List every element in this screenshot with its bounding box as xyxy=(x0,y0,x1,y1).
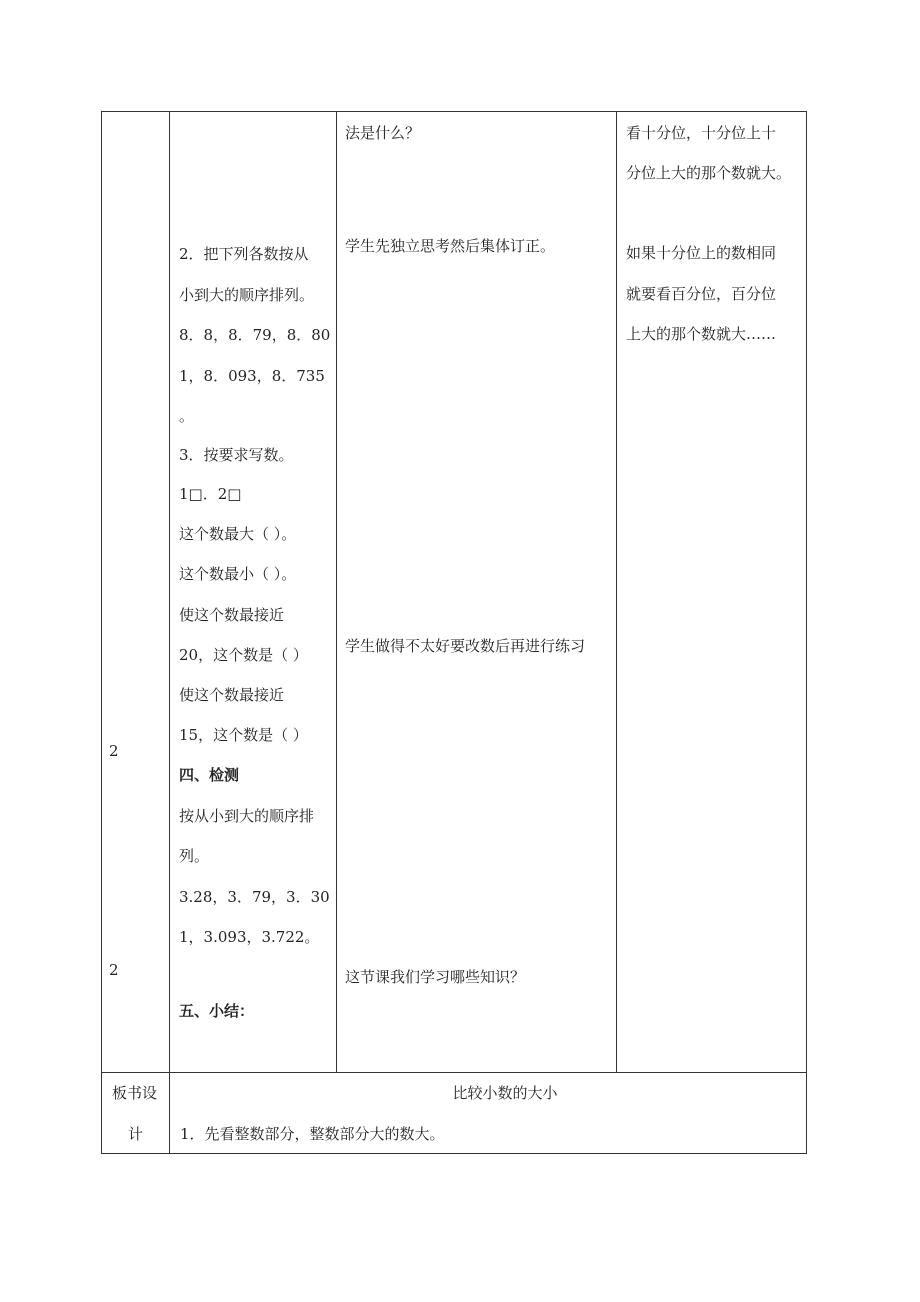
exercise-2-period: 。 xyxy=(179,407,195,425)
exercise-3-title: 3．按要求写数。 xyxy=(179,446,294,464)
col-divider-3 xyxy=(616,112,617,1073)
note-line-3: 如果十分位上的数相同 xyxy=(626,244,777,262)
note-line-1: 看十分位，十分位上十 xyxy=(626,124,777,142)
row-divider-board xyxy=(102,1072,806,1073)
activity-question: 法是什么？ xyxy=(345,124,421,142)
board-label-divider xyxy=(169,1073,170,1154)
exercise-2-line-1: 2．把下列各数按从 xyxy=(179,245,309,263)
exercise-3-max: 这个数最大（ ）。 xyxy=(179,525,297,543)
section-4-numbers-2: 1，3.093，3.722。 xyxy=(179,928,320,946)
exercise-3-closest-20-a: 使这个数最接近 xyxy=(179,606,285,624)
note-line-4: 就要看百分位，百分位 xyxy=(626,285,777,303)
col1-number-bottom: 2 xyxy=(109,961,119,979)
col-divider-1 xyxy=(169,112,170,1073)
activity-practice: 学生做得不太好要改数后再进行练习 xyxy=(345,637,586,655)
exercise-3-pattern: 1□．2□ xyxy=(179,485,242,503)
activity-think-correct: 学生先独立思考然后集体订正。 xyxy=(345,237,556,255)
exercise-2-numbers-1: 8．8，8．79，8．80 xyxy=(179,326,331,344)
exercise-3-closest-15-b: 15，这个数是（ ） xyxy=(179,726,308,744)
exercise-3-min: 这个数最小（ ）。 xyxy=(179,565,297,583)
activity-summary-question: 这节课我们学习哪些知识？ xyxy=(345,968,526,986)
exercise-3-closest-15-a: 使这个数最接近 xyxy=(179,686,285,704)
lesson-table xyxy=(101,111,807,1154)
col1-number-top: 2 xyxy=(109,742,119,760)
board-label-line-1: 板书设 xyxy=(112,1084,158,1102)
board-item-1: 1．先看整数部分，整数部分大的数大。 xyxy=(180,1125,445,1143)
col-divider-2 xyxy=(336,112,337,1073)
board-label-line-2: 计 xyxy=(128,1125,144,1143)
exercise-2-line-2: 小到大的顺序排列。 xyxy=(179,286,315,304)
section-4-heading: 四、检测 xyxy=(179,766,240,784)
section-4-line-2: 列。 xyxy=(179,847,210,865)
exercise-3-closest-20-b: 20，这个数是（ ） xyxy=(179,646,308,664)
section-4-line-1: 按从小到大的顺序排 xyxy=(179,807,315,825)
note-line-2: 分位上大的那个数就大。 xyxy=(626,164,792,182)
exercise-2-numbers-2: 1，8．093，8．735 xyxy=(179,367,325,385)
section-4-numbers-1: 3.28，3．79，3．30 xyxy=(179,888,330,906)
board-title: 比较小数的大小 xyxy=(452,1084,558,1102)
section-5-heading: 五、小结： xyxy=(179,1002,255,1020)
note-line-5: 上大的那个数就大…… xyxy=(626,325,777,343)
